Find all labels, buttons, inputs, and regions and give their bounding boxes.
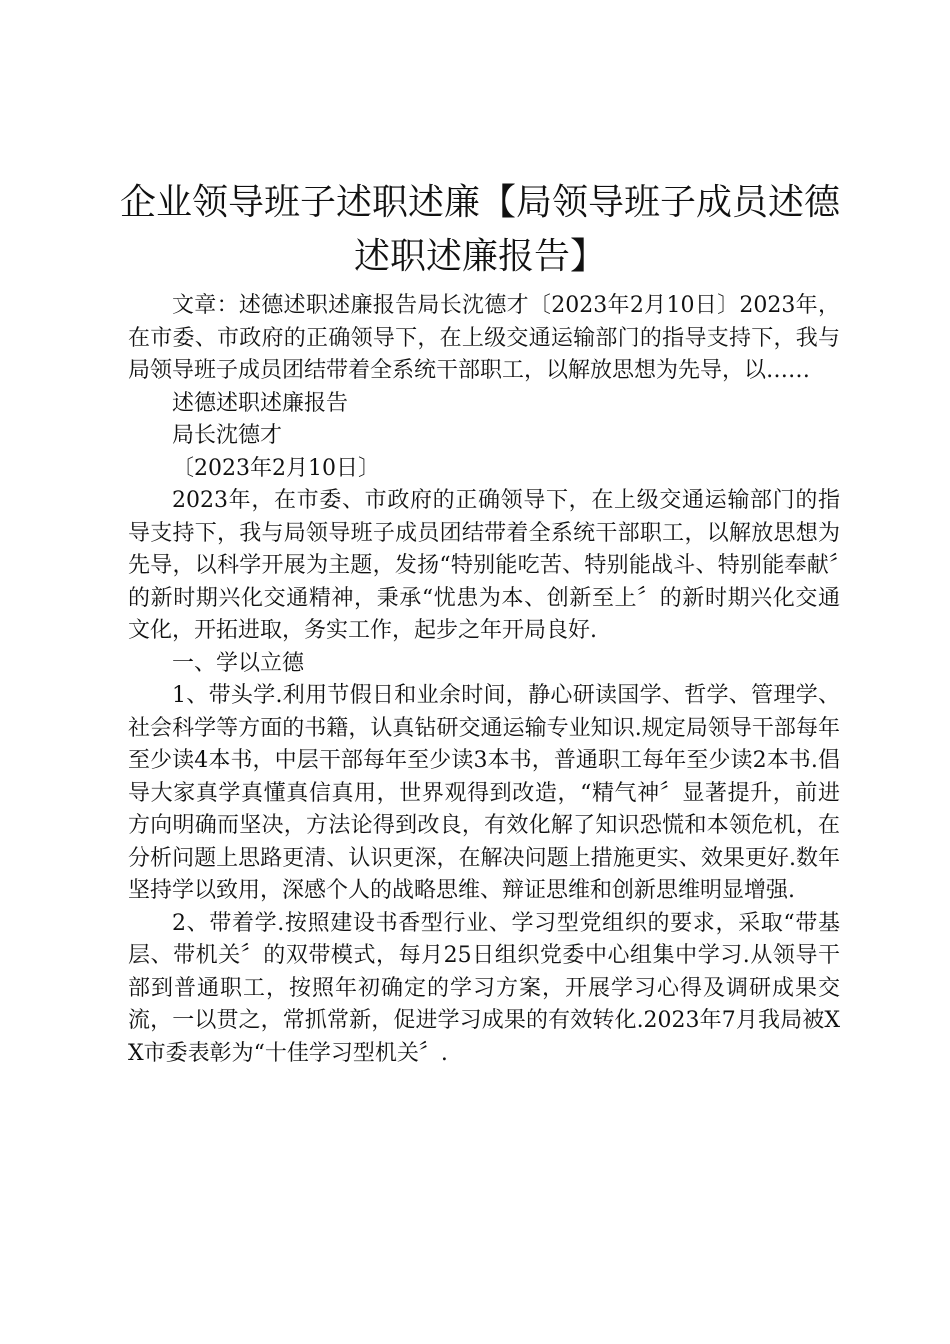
paragraph-summary: 文章：述德述职述廉报告局长沈德才〔2023年2月10日〕2023年，在市委、市政府的正确领导下，在上级交通运输部门的指导支持下，我与局领导班子成员团结带着全系统干部职工，以解放思想为先导，以…… <box>128 293 840 383</box>
paragraph-item-2: 2、带着学.按照建设书香型行业、学习型党组织的要求，采取“带基层、带机关〞的双带模式，每月25日组织党委中心组集中学习.从领导干部到普通职工，按照年初确定的学习方案，开展学习心得及调研成果交流，一以贯之，常抓常新，促进学习成果的有效转化.2023年7月我局被XX市委表彰为“十佳学习型机关〞. <box>128 910 840 1066</box>
paragraph-report-title: 述德述职述廉报告 <box>172 390 349 416</box>
paragraph-item-1: 1、带头学.利用节假日和业余时间，静心研读国学、哲学、管理学、社会科学等方面的书籍，认真钻研交通运输专业知识.规定局领导干部每年至少读4本书，中层干部每年至少读3本书，普通职工每年至少读2本书.倡导大家真学真懂真信真用，世界观得到改造，“精气神〞显著提升，前进方向明确而坚决，方法论得到改良，有效化解了知识恐慌和本领危机，在分析问题上思路更清、认识更深，在解决问题上措施更实、效果更好.数年坚持学以致用，深感个人的战略思维、辩证思维和创新思维明显增强. <box>128 683 840 903</box>
document-body <box>128 290 840 1070</box>
document-title: 企业领导班子述职述廉【局领导班子成员述德述职述廉报告】 <box>120 182 841 277</box>
paragraph-author: 局长沈德才 <box>172 423 283 448</box>
section-heading: 一、学以立德 <box>172 650 305 676</box>
paragraph-intro: 2023年，在市委、市政府的正确领导下，在上级交通运输部门的指导支持下，我与局领导班子成员团结带着全系统干部职工，以解放思想为先导，以科学开展为主题，发扬“特别能吃苦、特别能战斗、特别能奉献〞的新时期兴化交通精神，秉承“忧患为本、创新至上〞的新时期兴化交通文化，开拓进取，务实工作，起步之年开局良好. <box>128 488 840 643</box>
paragraph-date: 〔2023年2月10日〕 <box>172 455 380 481</box>
